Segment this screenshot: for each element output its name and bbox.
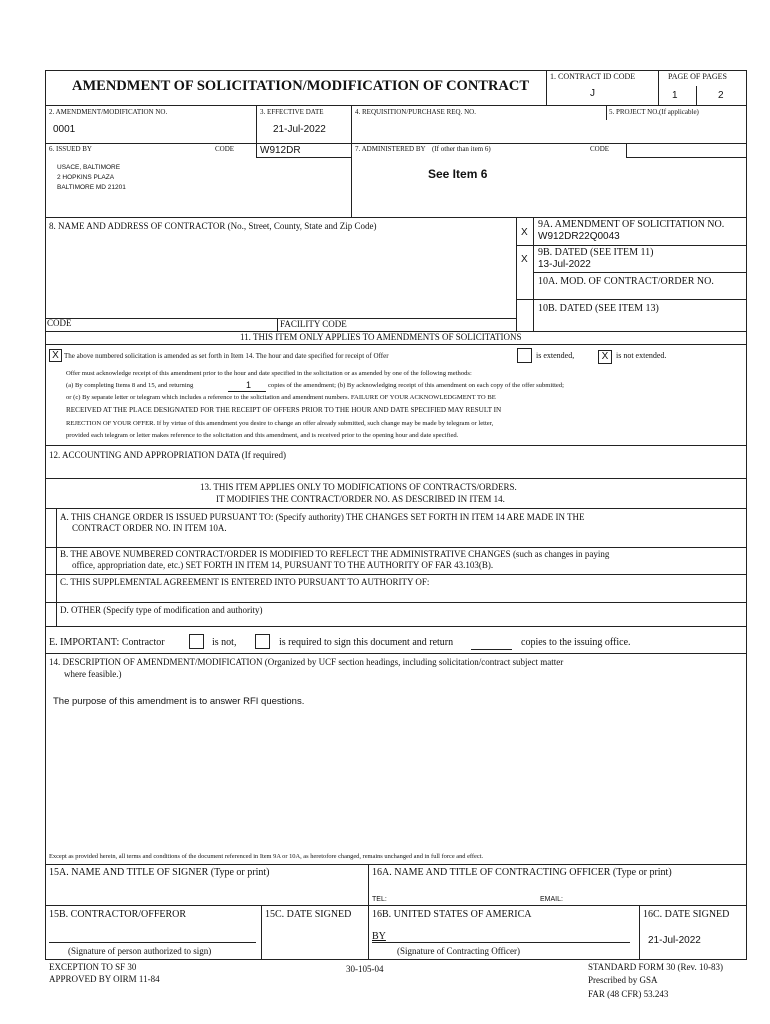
item13c-line: C. THIS SUPPLEMENTAL AGREEMENT IS ENTERED INTO PURSUANT TO AUTHORITY OF: [60,577,430,587]
amended-checkbox[interactable]: X [49,349,62,362]
description-body: The purpose of this amendment is to answer RFI questions. [53,696,305,707]
acknowledge-text-2a: (a) By completing Items 8 and 15, and returning [66,382,194,389]
item9a-value: W912DR22Q0043 [538,231,620,242]
page-of-label: PAGE OF PAGES [668,72,727,81]
copies-to-label: copies to the issuing office. [521,637,631,648]
contractor-signature-caption: (Signature of person authorized to sign) [68,946,212,956]
requisition-label: 4. REQUISITION/PURCHASE REQ. NO. [355,108,476,116]
email-label: EMAIL: [540,896,563,903]
exception-text: EXCEPTION TO SF 30 [49,962,137,972]
administered-by-value: See Item 6 [428,167,488,181]
issued-by-label: 6. ISSUED BY [49,145,92,153]
description-label-1: 14. DESCRIPTION OF AMENDMENT/MODIFICATION (Organized by UCF section headings, including solicitation/contract subject matter [49,657,564,667]
not-extended-label: is not extended. [616,351,667,360]
page-number: 1 [672,90,678,101]
copies-value: 1 [246,380,252,390]
important-label: E. IMPORTANT: Contractor [49,637,165,648]
copies-to-return-field[interactable] [471,649,512,650]
item9a-check[interactable]: X [521,227,528,238]
officer-signature-line[interactable] [372,942,630,943]
is-not-checkbox[interactable] [189,634,204,649]
amend-no-value: 0001 [53,124,76,135]
officer-name-label: 16A. NAME AND TITLE OF CONTRACTING OFFICER (Type or print) [372,867,672,878]
is-required-checkbox[interactable] [255,634,270,649]
officer-signature-caption: (Signature of Contracting Officer) [397,946,521,956]
item10b-label: 10B. DATED (SEE ITEM 13) [538,303,659,314]
effective-date-label: 3. EFFECTIVE DATE [260,108,324,116]
approved-by-text: APPROVED BY OIRM 11-84 [49,974,160,984]
administered-note: (If other than item 6) [432,145,491,153]
acknowledge-text-2b: copies of the amendment; (b) By acknowledging receipt of this amendment on each copy of the offer submitted; [268,382,564,389]
item11-heading: 11. THIS ITEM ONLY APPLIES TO AMENDMENTS OF SOLICITATIONS [240,332,522,342]
item9b-label: 9B. DATED (SEE ITEM 11) [538,247,654,258]
item13b-line-2: office, appropriation date, etc.) SET FORTH IN ITEM 14, PURSUANT TO THE AUTHORITY OF FAR 43.103(B). [72,560,494,570]
far-citation: FAR (48 CFR) 53.243 [588,989,669,999]
acknowledge-text-3: or (c) By separate letter or telegram which includes a reference to the solicitation and amendment numbers. FAILURE OF YOUR ACKNOWLEDGMENT TO BE [66,394,496,401]
effective-date-value: 21-Jul-2022 [273,124,326,135]
is-required-label: is required to sign this document and return [279,637,454,648]
admin-code-label: CODE [590,145,610,153]
item9b-check[interactable]: X [521,254,528,265]
contractor-label: 8. NAME AND ADDRESS OF CONTRACTOR (No., Street, County, State and Zip Code) [49,221,377,231]
is-not-label: is not, [212,637,237,648]
item13d-line: D. OTHER (Specify type of modification and authority) [60,605,263,615]
description-label-2: where feasible.) [64,669,122,679]
contract-id-value: J [590,88,595,99]
contractor-signature-line[interactable] [49,942,256,943]
admin-code-box [626,143,747,158]
officer-date-label: 16C. DATE SIGNED [643,909,730,920]
issuer-address-line3: BALTIMORE MD 21201 [57,184,126,191]
form-title: AMENDMENT OF SOLICITATION/MODIFICATION OF CONTRACT [72,78,530,94]
prescribed-by-text: Prescribed by GSA [588,975,658,985]
project-no-label: 5. PROJECT NO.(If applicable) [609,108,699,116]
not-extended-checkbox[interactable]: X [598,350,612,364]
terms-footnote: Except as provided herein, all terms and conditions of the document referenced in Item 9A or 10A, as heretofore changed, remains unchanged and in full force and effect. [49,853,484,860]
officer-date-value: 21-Jul-2022 [648,935,701,946]
issuer-address-line2: 2 HOPKINS PLAZA [57,174,115,181]
acknowledge-text-1: Offer must acknowledge receipt of this amendment prior to the hour and date specified in the solicitation or as amended by one of the following methods: [66,370,472,377]
item10a-label: 10A. MOD. OF CONTRACT/ORDER NO. [538,276,714,287]
tel-label: TEL: [372,896,387,903]
is-extended-label: is extended, [536,351,575,360]
item13b-line-1: B. THE ABOVE NUMBERED CONTRACT/ORDER IS MODIFIED TO REFLECT THE ADMINISTRATIVE CHANGES (such as changes in paying [60,549,610,559]
acknowledge-text-4: RECEIVED AT THE PLACE DESIGNATED FOR THE RECEIPT OF OFFERS PRIOR TO THE HOUR AND DATE SPECIFIED MAY RESULT IN [66,406,502,414]
contractor-offeror-label: 15B. CONTRACTOR/OFFEROR [49,909,187,920]
contract-id-label: 1. CONTRACT ID CODE [550,72,636,81]
issuer-code-value: W912DR [260,145,301,156]
extended-checkbox[interactable] [517,348,532,363]
contractor-date-label: 15C. DATE SIGNED [265,909,352,920]
item9a-label: 9A. AMENDMENT OF SOLICITATION NO. [538,219,725,230]
issuer-address-line1: USACE, BALTIMORE [57,164,121,171]
by-label: BY [372,931,386,942]
contractor-code-label: CODE [47,318,72,328]
administered-by-label: 7. ADMINISTERED BY [355,145,426,153]
item13-heading-1: 13. THIS ITEM APPLIES ONLY TO MODIFICATIONS OF CONTRACTS/ORDERS. [200,482,517,492]
amend-no-label: 2. AMENDMENT/MODIFICATION NO. [49,108,168,116]
usa-label: 16B. UNITED STATES OF AMERICA [372,909,532,920]
issued-code-label: CODE [215,145,235,153]
item13a-line-2: CONTRACT ORDER NO. IN ITEM 10A. [72,523,227,533]
item13a-line-1: A. THIS CHANGE ORDER IS ISSUED PURSUANT TO: (Specify authority) THE CHANGES SET FORTH IN ITEM 14 ARE MADE IN THE [60,512,585,522]
item9b-value: 13-Jul-2022 [538,259,591,270]
facility-code-label: FACILITY CODE [280,319,347,329]
accounting-label: 12. ACCOUNTING AND APPROPRIATION DATA (If required) [49,450,287,460]
signer-name-label: 15A. NAME AND TITLE OF SIGNER (Type or print) [49,867,270,878]
standard-form-text: STANDARD FORM 30 (Rev. 10-83) [588,962,723,972]
page-count: 2 [718,90,724,101]
amended-text: The above numbered solicitation is amended as set forth in Item 14. The hour and date specified for receipt of Offer [64,352,389,360]
acknowledge-text-5: REJECTION OF YOUR OFFER. If by virtue of this amendment you desire to change an offer already submitted, such change may be made by telegram or letter, [66,420,494,427]
form-code: 30-105-04 [346,964,384,974]
acknowledge-text-6: provided each telegram or letter makes reference to the solicitation and this amendment, and is received prior to the opening hour and date specified. [66,432,459,439]
item13-heading-2: IT MODIFIES THE CONTRACT/ORDER NO. AS DESCRIBED IN ITEM 14. [216,494,505,504]
